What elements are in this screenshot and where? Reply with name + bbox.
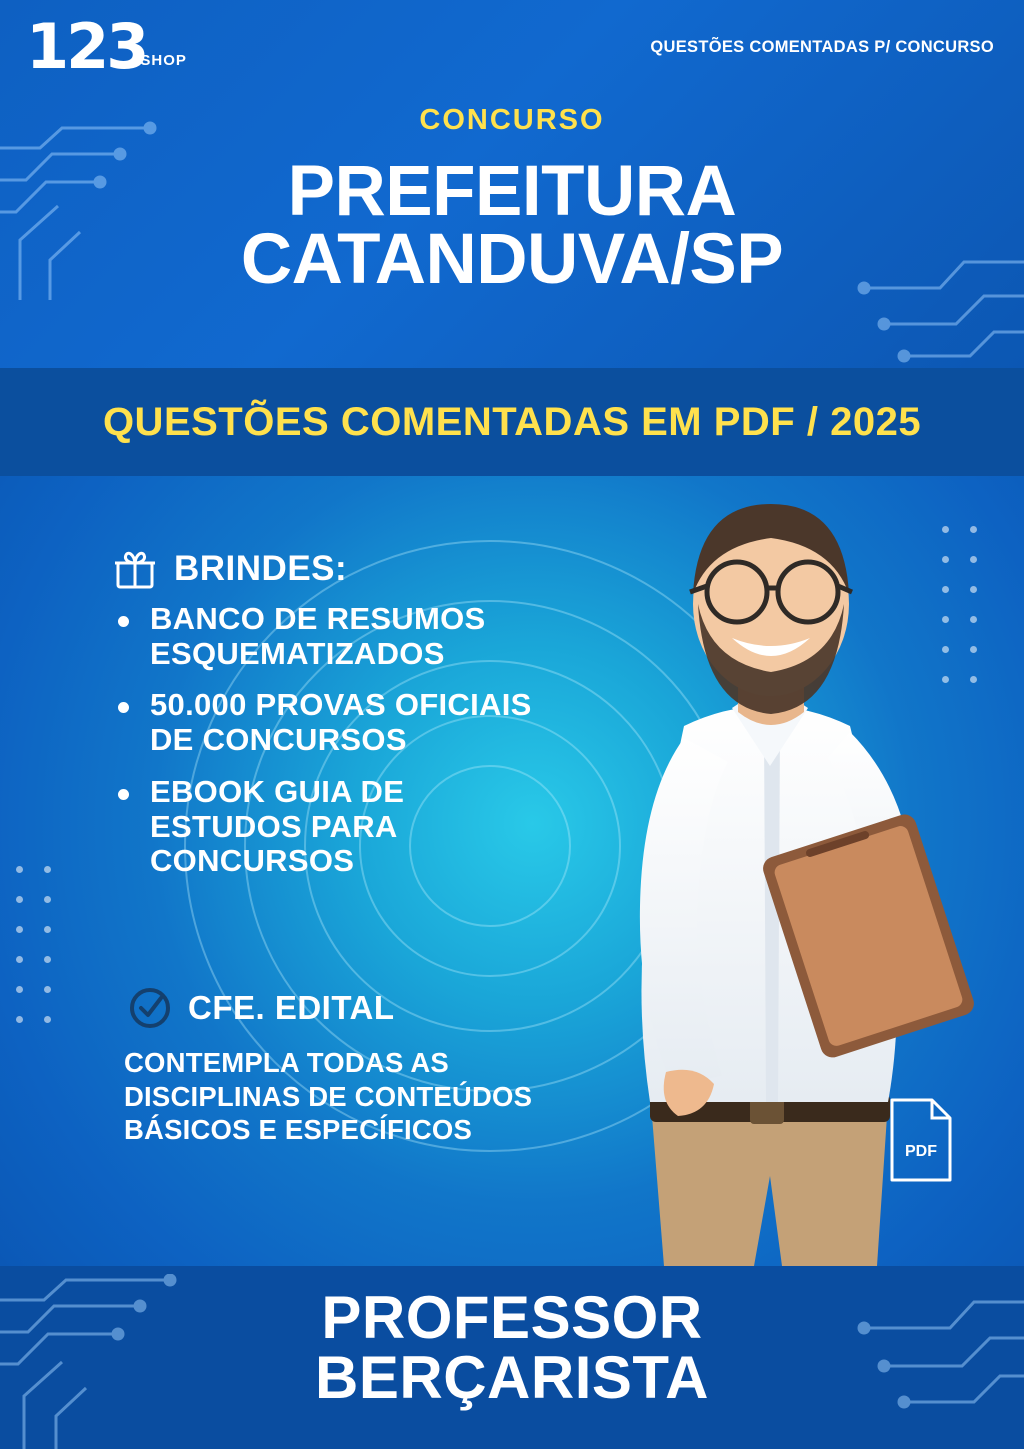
logo-number: 123 (26, 10, 147, 83)
subtitle-bar (0, 368, 1024, 476)
title-line-1: PREFEITURA (287, 152, 737, 231)
edital-description-line-2: DISCIPLINAS DE CONTEÚDOS (124, 1080, 533, 1112)
list-item: EBOOK GUIA DE ESTUDOS PARA CONCURSOS (110, 775, 540, 879)
role-line-2: BERÇARISTA (315, 1344, 709, 1411)
pdf-badge-icon (884, 1096, 958, 1184)
bonus-heading (112, 546, 347, 592)
bonus-heading-label: BRINDES: (174, 549, 348, 588)
content-area (0, 476, 1024, 1266)
edital-description (124, 1046, 544, 1147)
role-title (0, 1284, 1024, 1411)
header-band (0, 0, 1024, 368)
list-item: BANCO DE RESUMOS ESQUEMATIZADOS (110, 602, 540, 671)
header-tagline: QUESTÕES COMENTADAS P/ CONCURSO (650, 38, 994, 56)
logo-word: SHOP (140, 51, 187, 69)
role-line-1: PROFESSOR (321, 1284, 703, 1351)
page-title (0, 152, 1024, 300)
check-circle-icon (128, 986, 172, 1030)
edital-heading (128, 986, 395, 1030)
title-line-2: CATANDUVA/SP (240, 220, 784, 300)
bonus-list (110, 602, 540, 896)
list-item: 50.000 PROVAS OFICIAIS DE CONCURSOS (110, 688, 540, 757)
edital-description-line-1: CONTEMPLA TODAS AS (124, 1047, 449, 1078)
footer-band (0, 1266, 1024, 1449)
subtitle-text: QUESTÕES COMENTADAS EM PDF / 2025 (102, 399, 922, 444)
edital-heading-label: CFE. EDITAL (188, 989, 395, 1026)
hero-kicker: CONCURSO (419, 104, 605, 136)
edital-description-line-3: BÁSICOS E ESPECÍFICOS (124, 1114, 473, 1146)
dots-decoration-left (16, 866, 76, 1056)
gift-icon (112, 546, 158, 592)
pdf-badge-label: PDF (905, 1143, 937, 1160)
brand-logo[interactable] (26, 10, 187, 83)
